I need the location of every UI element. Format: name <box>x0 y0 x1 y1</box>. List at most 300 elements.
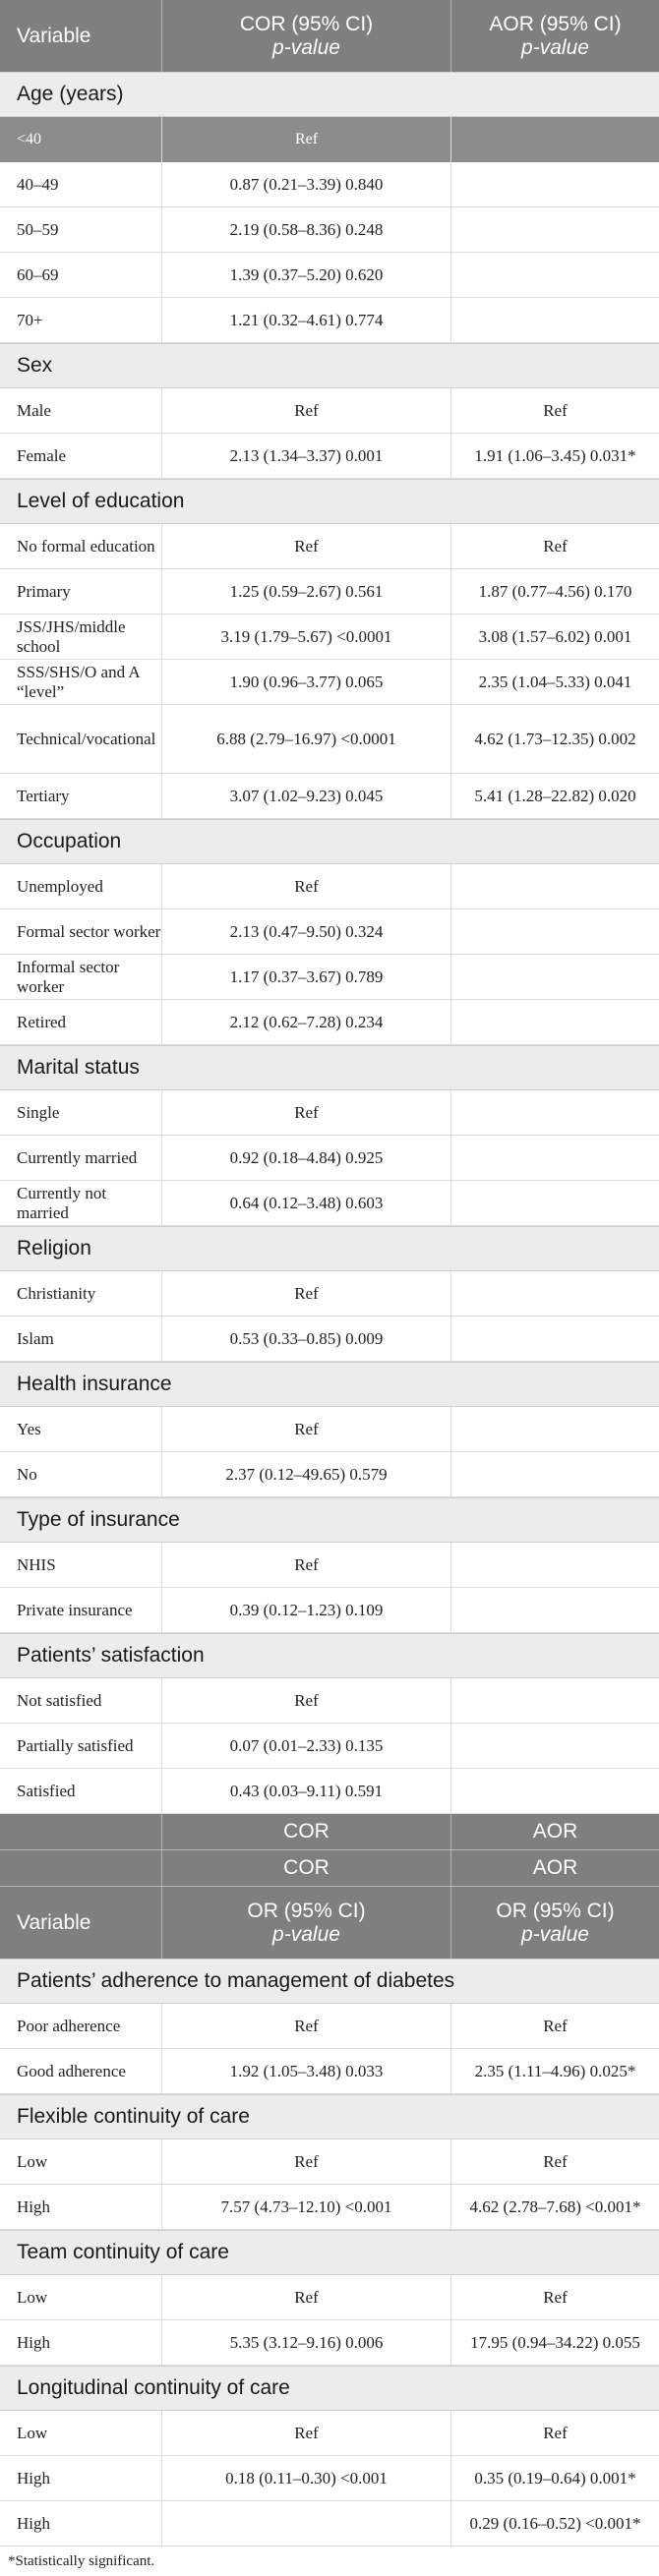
cor-value: 0.43 (0.03–9.11) 0.591 <box>229 1782 384 1800</box>
section-label-cell <box>0 2095 659 2138</box>
cor-value: 0.07 (0.01–2.33) 0.135 <box>229 1736 384 1755</box>
aor-cell <box>451 1000 659 1044</box>
variable-label: Tertiary <box>17 786 70 805</box>
cor-cell <box>162 2456 451 2500</box>
section-header <box>0 2230 659 2275</box>
variable-cell <box>0 1000 162 1044</box>
cor-header: COR <box>283 1820 330 1843</box>
variable-label: Yes <box>17 1419 41 1438</box>
aor-value: Ref <box>543 2424 568 2442</box>
column-header-row <box>0 1850 659 1887</box>
section-label: Patients’ satisfaction <box>17 1644 205 1667</box>
variable-cell <box>0 1271 162 1316</box>
aor-cell <box>451 2004 659 2048</box>
cor-value: 7.57 (4.73–12.10) <0.001 <box>220 2197 392 2216</box>
variable-label: No formal education <box>17 536 155 556</box>
aor-cell <box>451 2320 659 2365</box>
variable-cell <box>0 117 162 162</box>
variable-cell <box>0 909 162 954</box>
aor-cell <box>451 298 659 342</box>
aor-cell <box>451 615 659 659</box>
aor-value: 2.35 (1.11–4.96) 0.025* <box>474 2062 636 2080</box>
section-label: Level of education <box>17 490 185 512</box>
cor-cell <box>162 253 451 297</box>
aor-cell <box>451 524 659 568</box>
section-header <box>0 479 659 524</box>
variable-cell <box>0 2275 162 2319</box>
variable-header-cell <box>0 0 162 72</box>
variable-cell <box>0 1769 162 1813</box>
aor-cell <box>451 660 659 704</box>
aor-value: 2.35 (1.04–5.33) 0.041 <box>478 673 632 691</box>
variable-label: Female <box>17 445 67 465</box>
cor-cell <box>162 955 451 999</box>
variable-label: SSS/SHS/O and A “level” <box>17 662 140 701</box>
variable-label: Unemployed <box>17 876 103 896</box>
cor-pvalue-header: p-value <box>272 35 340 59</box>
cor-value: 0.53 (0.33–0.85) 0.009 <box>229 1329 384 1348</box>
cor-value: 6.88 (2.79–16.97) <0.0001 <box>216 730 396 748</box>
table-row <box>0 2411 659 2456</box>
cor-cell <box>162 524 451 568</box>
variable-label: High <box>17 2468 50 2488</box>
cor-cell <box>162 615 451 659</box>
cor-value: 1.39 (0.37–5.20) 0.620 <box>229 265 384 284</box>
aor-header: AOR (95% CI) <box>489 12 622 35</box>
cor-cell <box>162 434 451 478</box>
table-row <box>0 2049 659 2094</box>
section-label: Age (years) <box>17 83 124 105</box>
cor-cell <box>162 162 451 206</box>
aor-cell <box>451 2275 659 2319</box>
cor-header: OR (95% CI) <box>247 1899 366 1922</box>
section-label-cell <box>0 1363 659 1406</box>
section-label-cell <box>0 480 659 523</box>
section-label: Sex <box>17 354 53 377</box>
section-label-cell <box>0 1498 659 1542</box>
table-row <box>0 1000 659 1045</box>
table-row <box>0 117 659 162</box>
variable-cell <box>0 1136 162 1180</box>
aor-cell <box>451 955 659 999</box>
cor-cell <box>162 1407 451 1451</box>
aor-value: Ref <box>543 537 568 556</box>
variable-label: Primary <box>17 581 71 601</box>
cor-value: Ref <box>294 537 319 556</box>
variable-label: <40 <box>17 131 42 147</box>
section-label: Health insurance <box>17 1373 172 1395</box>
table-row <box>0 1769 659 1814</box>
section-label: Marital status <box>17 1056 140 1079</box>
cor-cell <box>162 2049 451 2093</box>
cor-pvalue-header: p-value <box>272 1922 340 1946</box>
aor-value: 1.87 (0.77–4.56) 0.170 <box>478 582 632 601</box>
variable-cell <box>0 569 162 614</box>
column-header-row <box>0 1814 659 1850</box>
table-row <box>0 1090 659 1136</box>
cor-value: 0.18 (0.11–0.30) <0.001 <box>225 2469 388 2488</box>
aor-cell <box>451 1678 659 1723</box>
table-row <box>0 524 659 569</box>
table-row <box>0 2004 659 2049</box>
table-row <box>0 1452 659 1497</box>
cor-value: Ref <box>294 1420 319 1438</box>
variable-label: No <box>17 1464 37 1484</box>
variable-cell <box>0 615 162 659</box>
section-label-cell <box>0 1227 659 1270</box>
section-header <box>0 1226 659 1271</box>
table-row <box>0 1543 659 1588</box>
cor-cell <box>162 1271 451 1316</box>
table-row <box>0 955 659 1000</box>
cor-cell <box>162 1317 451 1361</box>
table-row <box>0 2501 659 2547</box>
variable-label: Satisfied <box>17 1781 76 1800</box>
section-label-cell <box>0 344 659 387</box>
cor-value: 3.19 (1.79–5.67) <0.0001 <box>220 627 392 646</box>
aor-value: 4.62 (1.73–12.35) 0.002 <box>474 730 636 748</box>
section-header <box>0 343 659 388</box>
aor-cell <box>451 207 659 252</box>
aor-value: Ref <box>543 401 568 420</box>
aor-cell <box>451 2411 659 2455</box>
aor-header-cell <box>451 0 659 72</box>
cor-cell <box>162 2275 451 2319</box>
table-row <box>0 253 659 298</box>
variable-cell <box>0 1181 162 1225</box>
cor-value: Ref <box>294 877 319 896</box>
variable-cell <box>0 2139 162 2184</box>
variable-label: Partially satisfied <box>17 1735 134 1755</box>
cor-header-cell <box>162 1887 451 1959</box>
variable-cell <box>0 162 162 206</box>
cor-value: 2.13 (1.34–3.37) 0.001 <box>229 446 384 465</box>
column-header-row <box>0 1887 659 1959</box>
variable-label: 70+ <box>17 310 43 329</box>
section-header <box>0 1362 659 1407</box>
cor-header-cell <box>162 1814 451 1849</box>
aor-header: OR (95% CI) <box>496 1899 615 1922</box>
cor-cell <box>162 2501 451 2546</box>
cor-cell <box>162 1090 451 1135</box>
section-label-cell <box>0 1634 659 1677</box>
cor-cell <box>162 2185 451 2229</box>
cor-value: 2.12 (0.62–7.28) 0.234 <box>229 1013 384 1031</box>
cor-cell <box>162 1724 451 1768</box>
variable-label: High <box>17 2513 50 2533</box>
aor-cell <box>451 2456 659 2500</box>
variable-cell <box>0 2320 162 2365</box>
aor-cell <box>451 1407 659 1451</box>
variable-cell <box>0 1317 162 1361</box>
aor-cell <box>451 774 659 818</box>
table-row <box>0 1136 659 1181</box>
cor-cell <box>162 207 451 252</box>
table-row <box>0 2185 659 2230</box>
variable-cell <box>0 864 162 908</box>
table-row <box>0 1407 659 1452</box>
aor-cell <box>451 434 659 478</box>
table-row <box>0 2275 659 2320</box>
footnote: *Statistically significant. <box>8 2552 155 2569</box>
variable-label: Currently married <box>17 1147 138 1167</box>
cor-value: 0.87 (0.21–3.39) 0.840 <box>229 175 384 194</box>
variable-label: Not satisfied <box>17 1690 102 1710</box>
variable-cell <box>0 388 162 433</box>
table-row <box>0 1678 659 1724</box>
aor-cell <box>451 1452 659 1496</box>
cor-cell <box>162 1136 451 1180</box>
table-row <box>0 207 659 253</box>
aor-value: 4.62 (2.78–7.68) <0.001* <box>469 2197 641 2216</box>
section-label: Flexible continuity of care <box>17 2105 250 2128</box>
variable-header: Variable <box>17 24 91 47</box>
cor-header: COR <box>283 1856 330 1879</box>
cor-value: 2.19 (0.58–8.36) 0.248 <box>229 220 384 239</box>
variable-cell <box>0 660 162 704</box>
variable-label: 40–49 <box>17 174 59 194</box>
cor-cell <box>162 1000 451 1044</box>
table-row <box>0 1724 659 1769</box>
cor-value: Ref <box>294 1284 319 1303</box>
table-row <box>0 2456 659 2501</box>
aor-header-cell <box>451 1814 659 1849</box>
column-header-row <box>0 0 659 72</box>
cor-cell <box>162 1588 451 1632</box>
variable-cell <box>0 253 162 297</box>
variable-label: Poor adherence <box>17 2016 121 2035</box>
cor-cell <box>162 1678 451 1723</box>
cor-value: 1.21 (0.32–4.61) 0.774 <box>229 311 384 329</box>
table-row <box>0 569 659 615</box>
table-row <box>0 434 659 479</box>
aor-cell <box>451 1181 659 1225</box>
aor-cell <box>451 162 659 206</box>
cor-value: 2.13 (0.47–9.50) 0.324 <box>229 922 384 941</box>
variable-label: NHIS <box>17 1554 56 1574</box>
variable-cell <box>0 1588 162 1632</box>
section-label-cell <box>0 1960 659 2003</box>
cor-value: Ref <box>294 1555 319 1574</box>
cor-cell <box>162 1452 451 1496</box>
aor-pvalue-header: p-value <box>521 1922 589 1946</box>
variable-cell <box>0 1452 162 1496</box>
aor-value: 17.95 (0.94–34.22) 0.055 <box>470 2333 640 2352</box>
cor-value: 0.39 (0.12–1.23) 0.109 <box>229 1601 384 1619</box>
variable-cell <box>0 1543 162 1587</box>
variable-label: Formal sector worker <box>17 921 161 941</box>
variable-header-cell <box>0 1814 162 1849</box>
cor-value: 1.17 (0.37–3.67) 0.789 <box>229 967 384 986</box>
variable-cell <box>0 1724 162 1768</box>
variable-cell <box>0 2501 162 2546</box>
variable-label: Retired <box>17 1012 67 1031</box>
aor-cell <box>451 2501 659 2546</box>
cor-value: 1.90 (0.96–3.77) 0.065 <box>229 673 384 691</box>
cor-cell <box>162 2411 451 2455</box>
cor-value: 0.92 (0.18–4.84) 0.925 <box>229 1148 384 1167</box>
aor-value: Ref <box>543 2152 568 2171</box>
section-label: Type of insurance <box>17 1508 180 1531</box>
aor-cell <box>451 705 659 773</box>
variable-label: High <box>17 2196 50 2216</box>
table-row <box>0 774 659 819</box>
cor-value: Ref <box>294 2288 319 2307</box>
table-row <box>0 615 659 660</box>
variable-label: Low <box>17 2423 48 2442</box>
cor-header-cell <box>162 0 451 72</box>
table-row <box>0 1181 659 1226</box>
aor-cell <box>451 1543 659 1587</box>
table-row <box>0 660 659 705</box>
table-row <box>0 1588 659 1633</box>
section-label-cell <box>0 1046 659 1089</box>
cor-header-cell <box>162 1850 451 1886</box>
cor-value: Ref <box>294 131 319 147</box>
variable-label: JSS/JHS/middle school <box>17 616 126 656</box>
cor-cell <box>162 117 451 162</box>
variable-label: High <box>17 2332 50 2352</box>
section-label-cell <box>0 2367 659 2410</box>
aor-cell <box>451 2049 659 2093</box>
section-header <box>0 1633 659 1678</box>
cor-value: 1.25 (0.59–2.67) 0.561 <box>229 582 384 601</box>
variable-label: Single <box>17 1102 60 1122</box>
section-header <box>0 819 659 864</box>
aor-cell <box>451 388 659 433</box>
variable-cell <box>0 2185 162 2229</box>
aor-value: 3.08 (1.57–6.02) 0.001 <box>478 627 632 646</box>
aor-value: Ref <box>543 2288 568 2307</box>
table-row <box>0 705 659 774</box>
aor-cell <box>451 1769 659 1813</box>
variable-cell <box>0 2004 162 2048</box>
variable-cell <box>0 207 162 252</box>
variable-header-cell <box>0 1850 162 1886</box>
section-header <box>0 1959 659 2004</box>
table-row <box>0 1271 659 1317</box>
variable-cell <box>0 298 162 342</box>
section-header <box>0 2094 659 2139</box>
variable-cell <box>0 434 162 478</box>
section-label: Religion <box>17 1237 91 1259</box>
section-header <box>0 1497 659 1543</box>
aor-cell <box>451 253 659 297</box>
cor-cell <box>162 569 451 614</box>
aor-header: AOR <box>532 1820 578 1843</box>
cor-cell <box>162 1543 451 1587</box>
section-label-cell <box>0 73 659 116</box>
aor-value: 5.41 (1.28–22.82) 0.020 <box>474 787 636 805</box>
aor-header: AOR <box>532 1856 578 1879</box>
aor-cell <box>451 2185 659 2229</box>
aor-value: Ref <box>543 2017 568 2035</box>
cor-value: 5.35 (3.12–9.16) 0.006 <box>229 2333 384 2352</box>
variable-label: 60–69 <box>17 264 59 284</box>
aor-header-cell <box>451 1887 659 1959</box>
aor-cell <box>451 1136 659 1180</box>
variable-label: Private insurance <box>17 1600 133 1619</box>
aor-cell <box>451 117 659 162</box>
cor-header: COR (95% CI) <box>239 12 374 35</box>
variable-cell <box>0 2456 162 2500</box>
table-row <box>0 162 659 207</box>
cor-value: Ref <box>294 1691 319 1710</box>
cor-cell <box>162 705 451 773</box>
aor-cell <box>451 1588 659 1632</box>
cor-value: Ref <box>294 1103 319 1122</box>
aor-cell <box>451 1317 659 1361</box>
table-row <box>0 298 659 343</box>
aor-header-cell <box>451 1850 659 1886</box>
aor-cell <box>451 2139 659 2184</box>
aor-cell <box>451 864 659 908</box>
variable-label: Male <box>17 400 51 420</box>
cor-cell <box>162 2139 451 2184</box>
cor-cell <box>162 909 451 954</box>
cor-cell <box>162 774 451 818</box>
aor-cell <box>451 569 659 614</box>
cor-value: 1.92 (1.05–3.48) 0.033 <box>229 2062 384 2080</box>
aor-cell <box>451 1724 659 1768</box>
variable-label: Islam <box>17 1328 54 1348</box>
cor-value: Ref <box>294 2152 319 2171</box>
cor-cell <box>162 2320 451 2365</box>
cor-cell <box>162 2004 451 2048</box>
variable-header: Variable <box>17 1910 91 1934</box>
variable-cell <box>0 955 162 999</box>
variable-cell <box>0 774 162 818</box>
variable-label: Currently not married <box>17 1183 107 1222</box>
section-header <box>0 72 659 117</box>
cor-cell <box>162 1769 451 1813</box>
section-label: Occupation <box>17 830 122 852</box>
variable-label: Technical/vocational <box>17 729 156 748</box>
variable-label: Good adherence <box>17 2061 126 2080</box>
cor-value: Ref <box>294 2424 319 2442</box>
cor-value: Ref <box>294 401 319 420</box>
section-header <box>0 2366 659 2411</box>
section-label-cell <box>0 2231 659 2274</box>
variable-cell <box>0 1090 162 1135</box>
variable-label: Low <box>17 2287 48 2307</box>
aor-value: 0.29 (0.16–0.52) <0.001* <box>469 2514 641 2533</box>
cor-cell <box>162 1181 451 1225</box>
variable-cell <box>0 2049 162 2093</box>
aor-value: 1.91 (1.06–3.45) 0.031* <box>474 446 636 465</box>
variable-cell <box>0 1407 162 1451</box>
cor-value: 3.07 (1.02–9.23) 0.045 <box>229 787 384 805</box>
section-label: Patients’ adherence to management of diabetes <box>17 1969 455 1992</box>
table-row <box>0 909 659 955</box>
cor-value: 2.37 (0.12–49.65) 0.579 <box>225 1465 388 1484</box>
aor-pvalue-header: p-value <box>521 35 589 59</box>
aor-cell <box>451 909 659 954</box>
cor-cell <box>162 660 451 704</box>
cor-cell <box>162 298 451 342</box>
table-row <box>0 1317 659 1362</box>
table-row <box>0 2139 659 2185</box>
variable-label: Christianity <box>17 1283 96 1303</box>
table-row <box>0 2320 659 2366</box>
variable-label: 50–59 <box>17 219 59 239</box>
section-label-cell <box>0 820 659 863</box>
variable-label: Informal sector worker <box>17 957 120 996</box>
cor-value: Ref <box>294 2017 319 2035</box>
variable-header-cell <box>0 1887 162 1959</box>
table-row <box>0 864 659 909</box>
section-label: Team continuity of care <box>17 2241 229 2263</box>
